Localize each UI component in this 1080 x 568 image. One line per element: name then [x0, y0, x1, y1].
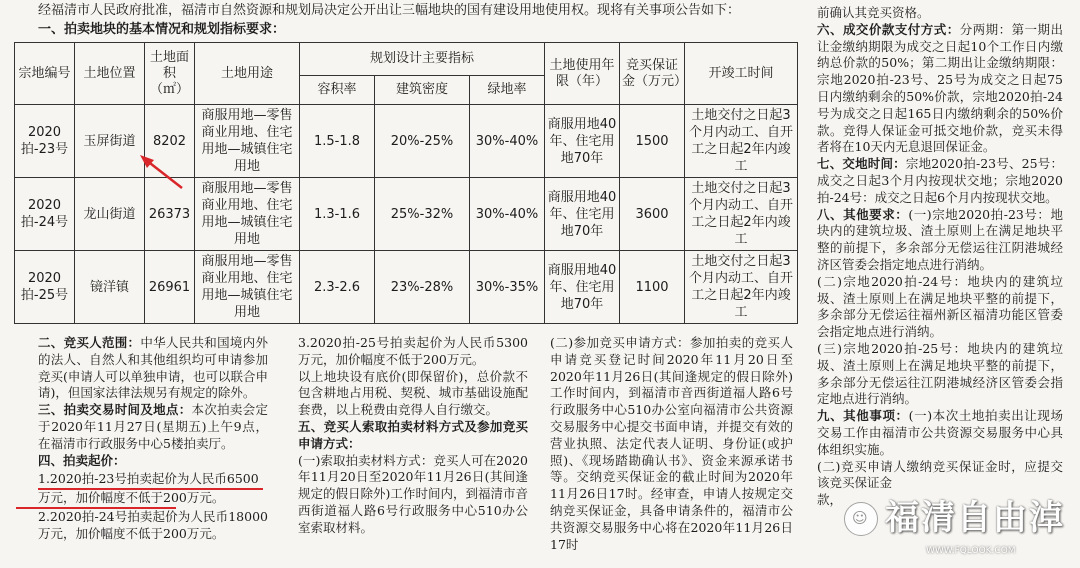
- watermark-text: 福清自由淖: [885, 498, 1065, 538]
- cell-area: 26961: [145, 251, 195, 324]
- section9: [817, 408, 1063, 458]
- cell-location: 镜洋镇: [75, 251, 145, 324]
- header-term: 土地使用年限（年）: [545, 43, 620, 105]
- header-plot-no: 宗地编号: [15, 43, 75, 105]
- cell-term: 商服用地40年、住宅用地70年: [545, 178, 620, 251]
- cell-term: 商服用地40年、住宅用地70年: [545, 251, 620, 324]
- cell-area: 8202: [145, 105, 195, 178]
- section8-text: (一)宗地2020拍-23号：地块内的建筑垃圾、渣土原则上在满足地块平整的前提下，多余部分无偿运往江阴港城经济区管委会指定地点进行消纳。: [817, 206, 1063, 272]
- column-2: [298, 335, 528, 537]
- section3-text: 本次拍卖会定于2020年11月27日(星期五)上午9点，在福清市行政服务中心5楼拍卖厅。: [38, 402, 268, 451]
- section3-title: 三、拍卖交易时间及地点：: [38, 402, 192, 418]
- cell-density: 23%-28%: [375, 251, 470, 324]
- section2: [38, 335, 268, 402]
- section9-text: (一)本次土地拍卖出让现场交易工作由福清市公共资源交易服务中心具体组织实施。: [817, 408, 1063, 457]
- section9-item2: (二)竞买申请人缴纳竞买保证金时，应提交该竞买保证金: [817, 458, 1063, 491]
- section3: [38, 402, 268, 452]
- section6-text: 分两期：第一期出让金缴纳期限为成交之日起10个工作日内缴纳总价款的50%；第二期出让金缴纳期限：宗地2020拍-23号、25号为成交之日起75日内缴纳剩余的50%价款，宗地2020拍-24号为成交之日起165日内缴纳剩余的50%价款。竞得人保证金可抵交地价款，竞买未得者将在10天内无息退回保证金。: [817, 21, 1063, 155]
- cell-use: 商服用地—零售商业用地、住宅用地—城镇住宅用地: [195, 178, 300, 251]
- cell-deposit: 1100: [620, 251, 685, 324]
- cell-far: 2.3-2.6: [300, 251, 375, 324]
- column-4: [817, 5, 1063, 509]
- section9-item3: 款，: [817, 492, 843, 508]
- cell-green: 30%-35%: [470, 251, 545, 324]
- section8-title: 八、其他要求：: [817, 206, 909, 222]
- cell-location: 龙山街道: [75, 178, 145, 251]
- cell-far: 1.5-1.8: [300, 105, 375, 178]
- price-24: 2.2020拍-24号拍卖起价为人民币18000万元，加价幅度不低于200万元。: [38, 508, 268, 541]
- header-schedule: 开竣工时间: [685, 43, 798, 105]
- cell-area: 26373: [145, 178, 195, 251]
- cell-green: 30%-40%: [470, 178, 545, 251]
- section1-title: 一、拍卖地块的基本情况和规划指标要求：: [38, 22, 286, 37]
- cell-schedule: 土地交付之日起3个月内动工、自开工之日起2年内竣工: [685, 251, 798, 324]
- header-deposit: 竞买保证金（万元）: [620, 43, 685, 105]
- section2-title: 二、竞买人范围：: [38, 335, 141, 350]
- header-density: 建筑密度: [375, 76, 470, 105]
- section7-text: 宗地2020拍-23号、25号：成交之日起3个月内按现状交地；宗地2020拍-24号：成交之日起6个月内按现状交地。: [817, 156, 1063, 205]
- header-far: 容积率: [300, 76, 375, 105]
- section6: [817, 22, 1063, 156]
- intro-text: 经福清市人民政府批准，福清市自然资源和规划局决定公开出让三幅地块的国有建设用地使用权。现将有关事项公告如下：: [38, 3, 741, 18]
- cell-schedule: 土地交付之日起3个月内动工、自开工之日起2年内竣工: [685, 105, 798, 178]
- price-23-line2: 万元，加价幅度不低于200万元。: [38, 490, 225, 506]
- header-location: 土地位置: [75, 43, 145, 105]
- section9-title: 九、其他事项：: [817, 408, 909, 424]
- header-use: 土地用途: [195, 43, 300, 105]
- cell-plot-no: 2020拍-24号: [15, 178, 75, 251]
- cell-density: 20%-25%: [375, 105, 470, 178]
- cell-far: 1.3-1.6: [300, 178, 375, 251]
- header-green: 绿地率: [470, 76, 545, 105]
- section7-title: 七、交地时间：: [817, 156, 906, 172]
- section4-title: 四、拍卖起价：: [38, 452, 126, 468]
- cell-plot-no: 2020拍-23号: [15, 105, 75, 178]
- section5-title: 五、竞买人索取拍卖材料方式及参加竞买申请方式：: [298, 418, 528, 451]
- cell-deposit: 3600: [620, 178, 685, 251]
- red-arrow-annotation: [120, 150, 190, 195]
- cell-schedule: 土地交付之日起3个月内动工、自开工之日起2年内竣工: [685, 178, 798, 251]
- wechat-logo-icon: ☺: [844, 502, 878, 536]
- section8-item3: (三)宗地2020拍-25号：地块内的建筑垃圾、渣土原则上在满足地块平整的前提下，多余部分无偿运往江阴港城经济区管委会指定地点进行消纳。: [817, 340, 1063, 407]
- tax-note: 以上地块设有底价(即保留价)，总价款不包含耕地占用税、契税、城市基础设施配套费，以上税费由竞得人自行缴交。: [298, 368, 528, 418]
- section5-material: (一)索取拍卖材料方式：竞买人可在2020年11月20日至2020年11月26日(其间逢规定的假日除外)工作时间内，到福清市音西街道福人路6号行政服务中心510办公室索取材料。: [298, 452, 528, 535]
- price-25: 3.2020拍-25号拍卖起价为人民币5300万元，加价幅度不低于200万元。: [298, 335, 528, 367]
- section2-text: 中华人民共和国境内外的法人、自然人和其他组织均可申请参加竞买(申请人可以单独申请，也可以联合申请)，但国家法律法规另有规定的除外。: [38, 335, 268, 401]
- column-1: [38, 335, 268, 543]
- column-3: [550, 335, 793, 553]
- section8: [817, 207, 1063, 274]
- cell-deposit: 1500: [620, 105, 685, 178]
- cell-plot-no: 2020拍-25号: [15, 251, 75, 324]
- table-row: [15, 251, 798, 324]
- header-area: 土地面积（㎡）: [145, 43, 195, 105]
- watermark-url: WWW.FQLOOK.COM: [926, 546, 1016, 556]
- cell-use: 商服用地—零售商业用地、住宅用地—城镇住宅用地: [195, 105, 300, 178]
- cell-density: 25%-32%: [375, 178, 470, 251]
- price-23-line1: 1.2020拍-23号拍卖起价为人民币6500: [38, 471, 259, 487]
- section8-item2: (二)宗地2020拍-24号：地块内的建筑垃圾、渣土原则上在满足地块平整的前提下，多余部分无偿运往福州新区福清功能区管委会指定地点进行消纳。: [817, 273, 1063, 340]
- cell-green: 30%-40%: [470, 105, 545, 178]
- section6-title: 六、成交价款支付方式：: [817, 21, 960, 37]
- header-planning: 规划设计主要指标: [300, 43, 545, 76]
- cell-term: 商服用地40年、住宅用地70年: [545, 105, 620, 178]
- section7: [817, 156, 1063, 206]
- qualification-confirm: 前确认其竞买资格。: [817, 5, 930, 20]
- cell-location: 玉屏街道: [75, 105, 145, 178]
- cell-use: 商服用地—零售商业用地、住宅用地—城镇住宅用地: [195, 251, 300, 324]
- watermark: [830, 488, 1080, 568]
- application-method: (二)参加竞买申请方式：参加拍卖的竞买人申请竞买登记时间2020年11月20日至2020年11月26日(其间逢规定的假日除外)工作时间内，到福清市音西街道福人路6号行政服务中心510办公室向福清市公共资源交易服务中心提交书面申请，并提交有效的营业执照、法定代表人证明、身份证(或护照)、《现场踏勘确认书》、资金来源承诺书等。交纳竞买保证金的截止时间为2020年11月26日17时。经审查，申请人按规定交纳竞买保证金，具备申请条件的，福清市公共资源交易服务中心将在2020年11月26日17时: [550, 335, 793, 552]
